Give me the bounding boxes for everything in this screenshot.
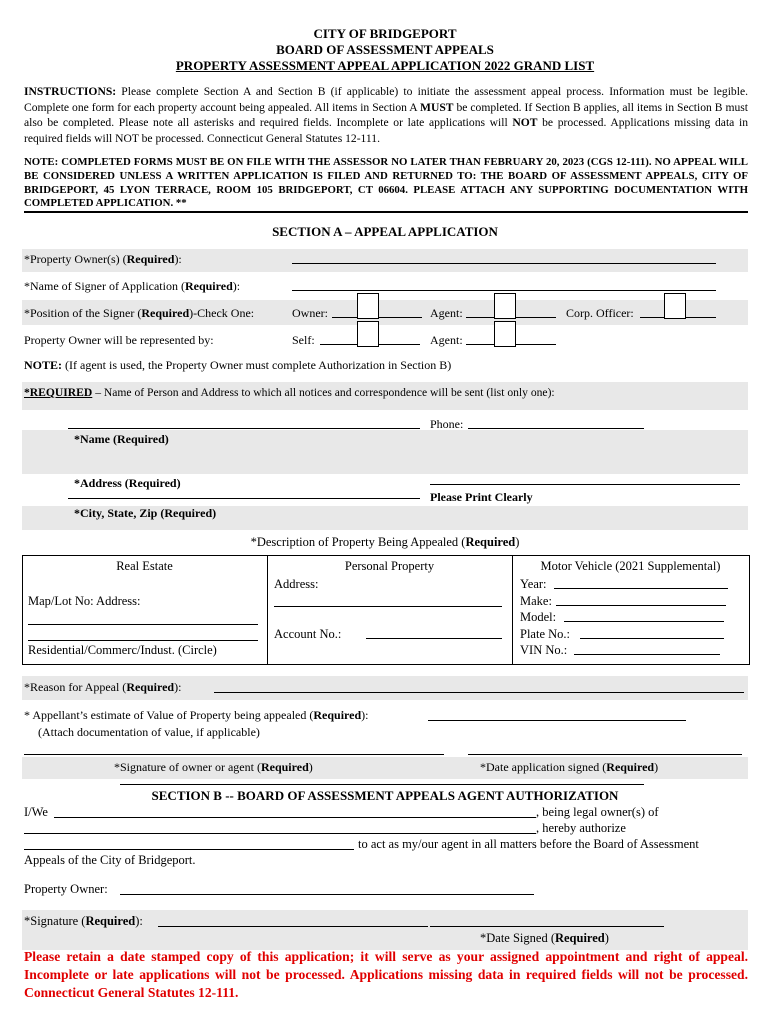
owner-field[interactable] bbox=[292, 263, 716, 264]
divider bbox=[120, 784, 644, 785]
owner-label: *Property Owner(s) (Required): bbox=[24, 252, 182, 266]
year-label: Year: bbox=[520, 577, 547, 591]
position-owner-label: Owner: bbox=[292, 306, 328, 320]
maplot-field[interactable] bbox=[28, 624, 258, 625]
instructions: INSTRUCTIONS: Please complete Section A and Section B (if applicable) to initiate the assessment appeal process. Information must be legible. Complete one form for each property account being appealed. All items in Section A MUST be completed. If Section B applies, all items in Section B must also be completed. Please note all asterisks and required fields. Incomplete or late applications will NOT be processed. Applications missing data in required fields will NOT be processed. Connecticut General Statutes 12-111. bbox=[24, 85, 748, 145]
header-form-title: PROPERTY ASSESSMENT APPEAL APPLICATION 2022 GRAND LIST bbox=[175, 58, 595, 73]
description-label: *Description of Property Being Appealed (Required) bbox=[250, 535, 520, 549]
iwe-label: I/We bbox=[24, 805, 48, 819]
required-contact-label: *REQUIRED – Name of Person and Address to which all notices and correspondence will be sent (list only one): bbox=[24, 386, 555, 399]
authorize-text: , hereby authorize bbox=[536, 821, 626, 835]
pp-address-field[interactable] bbox=[274, 606, 502, 607]
position-owner-checkbox[interactable] bbox=[357, 293, 379, 319]
property-owner-field[interactable] bbox=[120, 894, 534, 895]
maplot-field-2[interactable] bbox=[28, 640, 258, 641]
print-clearly-label: Please Print Clearly bbox=[430, 490, 533, 504]
instructions-label: INSTRUCTIONS: bbox=[24, 85, 117, 98]
reason-label: *Reason for Appeal (Required): bbox=[24, 680, 182, 694]
contact-name-field[interactable] bbox=[68, 428, 420, 429]
position-agent-label: Agent: bbox=[430, 306, 463, 320]
represented-label: Property Owner will be represented by: bbox=[24, 333, 214, 347]
self-label: Self: bbox=[292, 333, 315, 347]
appeals-city-text: Appeals of the City of Bridgeport. bbox=[24, 853, 196, 867]
col-personal-property-head: Personal Property bbox=[344, 559, 435, 573]
contact-address-label: *Address (Required) bbox=[74, 476, 181, 490]
pp-address-label: Address: bbox=[274, 577, 319, 591]
represented-agent-checkbox[interactable] bbox=[494, 321, 516, 347]
agent-label: Agent: bbox=[430, 333, 463, 347]
represented-self-checkbox[interactable] bbox=[357, 321, 379, 347]
table-border bbox=[749, 555, 750, 664]
act-as-text: to act as my/our agent in all matters before the Board of Assessment bbox=[358, 837, 699, 851]
contact-extra-field[interactable] bbox=[430, 484, 740, 485]
signer-field[interactable] bbox=[292, 290, 716, 291]
deadline-note: NOTE: COMPLETED FORMS MUST BE ON FILE WITH THE ASSESSOR NO LATER THAN FEBRUARY 20, 2023 (CGS 12-111). NO APPEAL WILL BE CONSIDERED UNLESS A WRITTEN APPLICATION IS FILED AND RETURNED TO: THE BOARD OF ASSESSMENT APPEALS, CITY OF BRIDGEPORT, 45 LYON TERRACE, ROOM 105 BRIDGEPORT, CT 06604. PLEASE ATTACH ANY SUPPORTING DOCUMENTATION WITH COMPLETED APPLICATION. ** bbox=[24, 156, 748, 210]
form-header bbox=[0, 26, 770, 74]
residential-label: Residential/Commerc/Indust. (Circle) bbox=[28, 643, 217, 657]
position-agent-checkbox[interactable] bbox=[494, 293, 516, 319]
legal-owner-text: , being legal owner(s) of bbox=[536, 805, 659, 819]
vin-field[interactable] bbox=[574, 654, 720, 655]
phone-label: Phone: bbox=[430, 417, 464, 431]
phone-field[interactable] bbox=[468, 428, 644, 429]
date-signed-field[interactable] bbox=[468, 754, 742, 755]
signer-label: *Name of Signer of Application (Required): bbox=[24, 279, 241, 293]
section-b-signature-label: *Signature (Required): bbox=[24, 914, 143, 928]
reason-field[interactable] bbox=[214, 692, 744, 693]
property-field[interactable] bbox=[24, 833, 536, 834]
account-field[interactable] bbox=[366, 638, 502, 639]
owner-signature-label: *Signature of owner or agent (Required) bbox=[114, 760, 313, 774]
contact-address-field[interactable] bbox=[68, 498, 420, 499]
estimate-label: * Appellant’s estimate of Value of Property being appealed (Required): bbox=[24, 708, 369, 722]
section-b-signature-field[interactable] bbox=[158, 926, 428, 927]
section-b-date-label: *Date Signed (Required) bbox=[480, 931, 609, 945]
contact-city-label: *City, State, Zip (Required) bbox=[74, 506, 217, 520]
attach-note: (Attach documentation of value, if applicable) bbox=[38, 725, 260, 739]
section-a-title: SECTION A – APPEAL APPLICATION bbox=[272, 224, 498, 239]
position-label: *Position of the Signer (Required)-Check One: bbox=[24, 306, 255, 320]
divider bbox=[24, 211, 748, 213]
vin-label: VIN No.: bbox=[520, 643, 568, 657]
footer-warning: Please retain a date stamped copy of this application; it will serve as your assigned appointment and right of appeal. Incomplete or late applications will not be processed. Applications missing data in required fields will not be processed. Connecticut General Statutes 12-111. bbox=[24, 949, 748, 1000]
plate-field[interactable] bbox=[580, 638, 724, 639]
col-motor-vehicle-head: Motor Vehicle (2021 Supplemental) bbox=[540, 559, 721, 573]
property-owner-label: Property Owner: bbox=[24, 882, 108, 896]
make-label: Make: bbox=[520, 594, 552, 608]
model-field[interactable] bbox=[564, 621, 724, 622]
header-board: BOARD OF ASSESSMENT APPEALS bbox=[276, 42, 494, 57]
col-real-estate-head: Real Estate bbox=[116, 559, 173, 573]
header-city: CITY OF BRIDGEPORT bbox=[313, 26, 457, 41]
position-corp-label: Corp. Officer: bbox=[566, 306, 634, 320]
account-label: Account No.: bbox=[274, 627, 342, 641]
plate-label: Plate No.: bbox=[520, 627, 570, 641]
model-label: Model: bbox=[520, 610, 557, 624]
table-border bbox=[22, 664, 750, 665]
section-b-date-field[interactable] bbox=[430, 926, 664, 927]
estimate-field[interactable] bbox=[428, 720, 686, 721]
agent-note: NOTE: (If agent is used, the Property Owner must complete Authorization in Section B) bbox=[24, 358, 452, 372]
section-b-title: SECTION B -- BOARD OF ASSESSMENT APPEALS AGENT AUTHORIZATION bbox=[151, 788, 619, 803]
date-signed-label: *Date application signed (Required) bbox=[480, 760, 659, 774]
owner-signature-field[interactable] bbox=[24, 754, 444, 755]
table-border bbox=[22, 555, 750, 556]
make-field[interactable] bbox=[556, 605, 726, 606]
agent-name-field[interactable] bbox=[24, 849, 354, 850]
owner-names-field[interactable] bbox=[54, 817, 536, 818]
position-corp-checkbox[interactable] bbox=[664, 293, 686, 319]
contact-name-label: *Name (Required) bbox=[74, 432, 169, 446]
year-field[interactable] bbox=[554, 588, 728, 589]
maplot-label: Map/Lot No: Address: bbox=[28, 594, 141, 608]
